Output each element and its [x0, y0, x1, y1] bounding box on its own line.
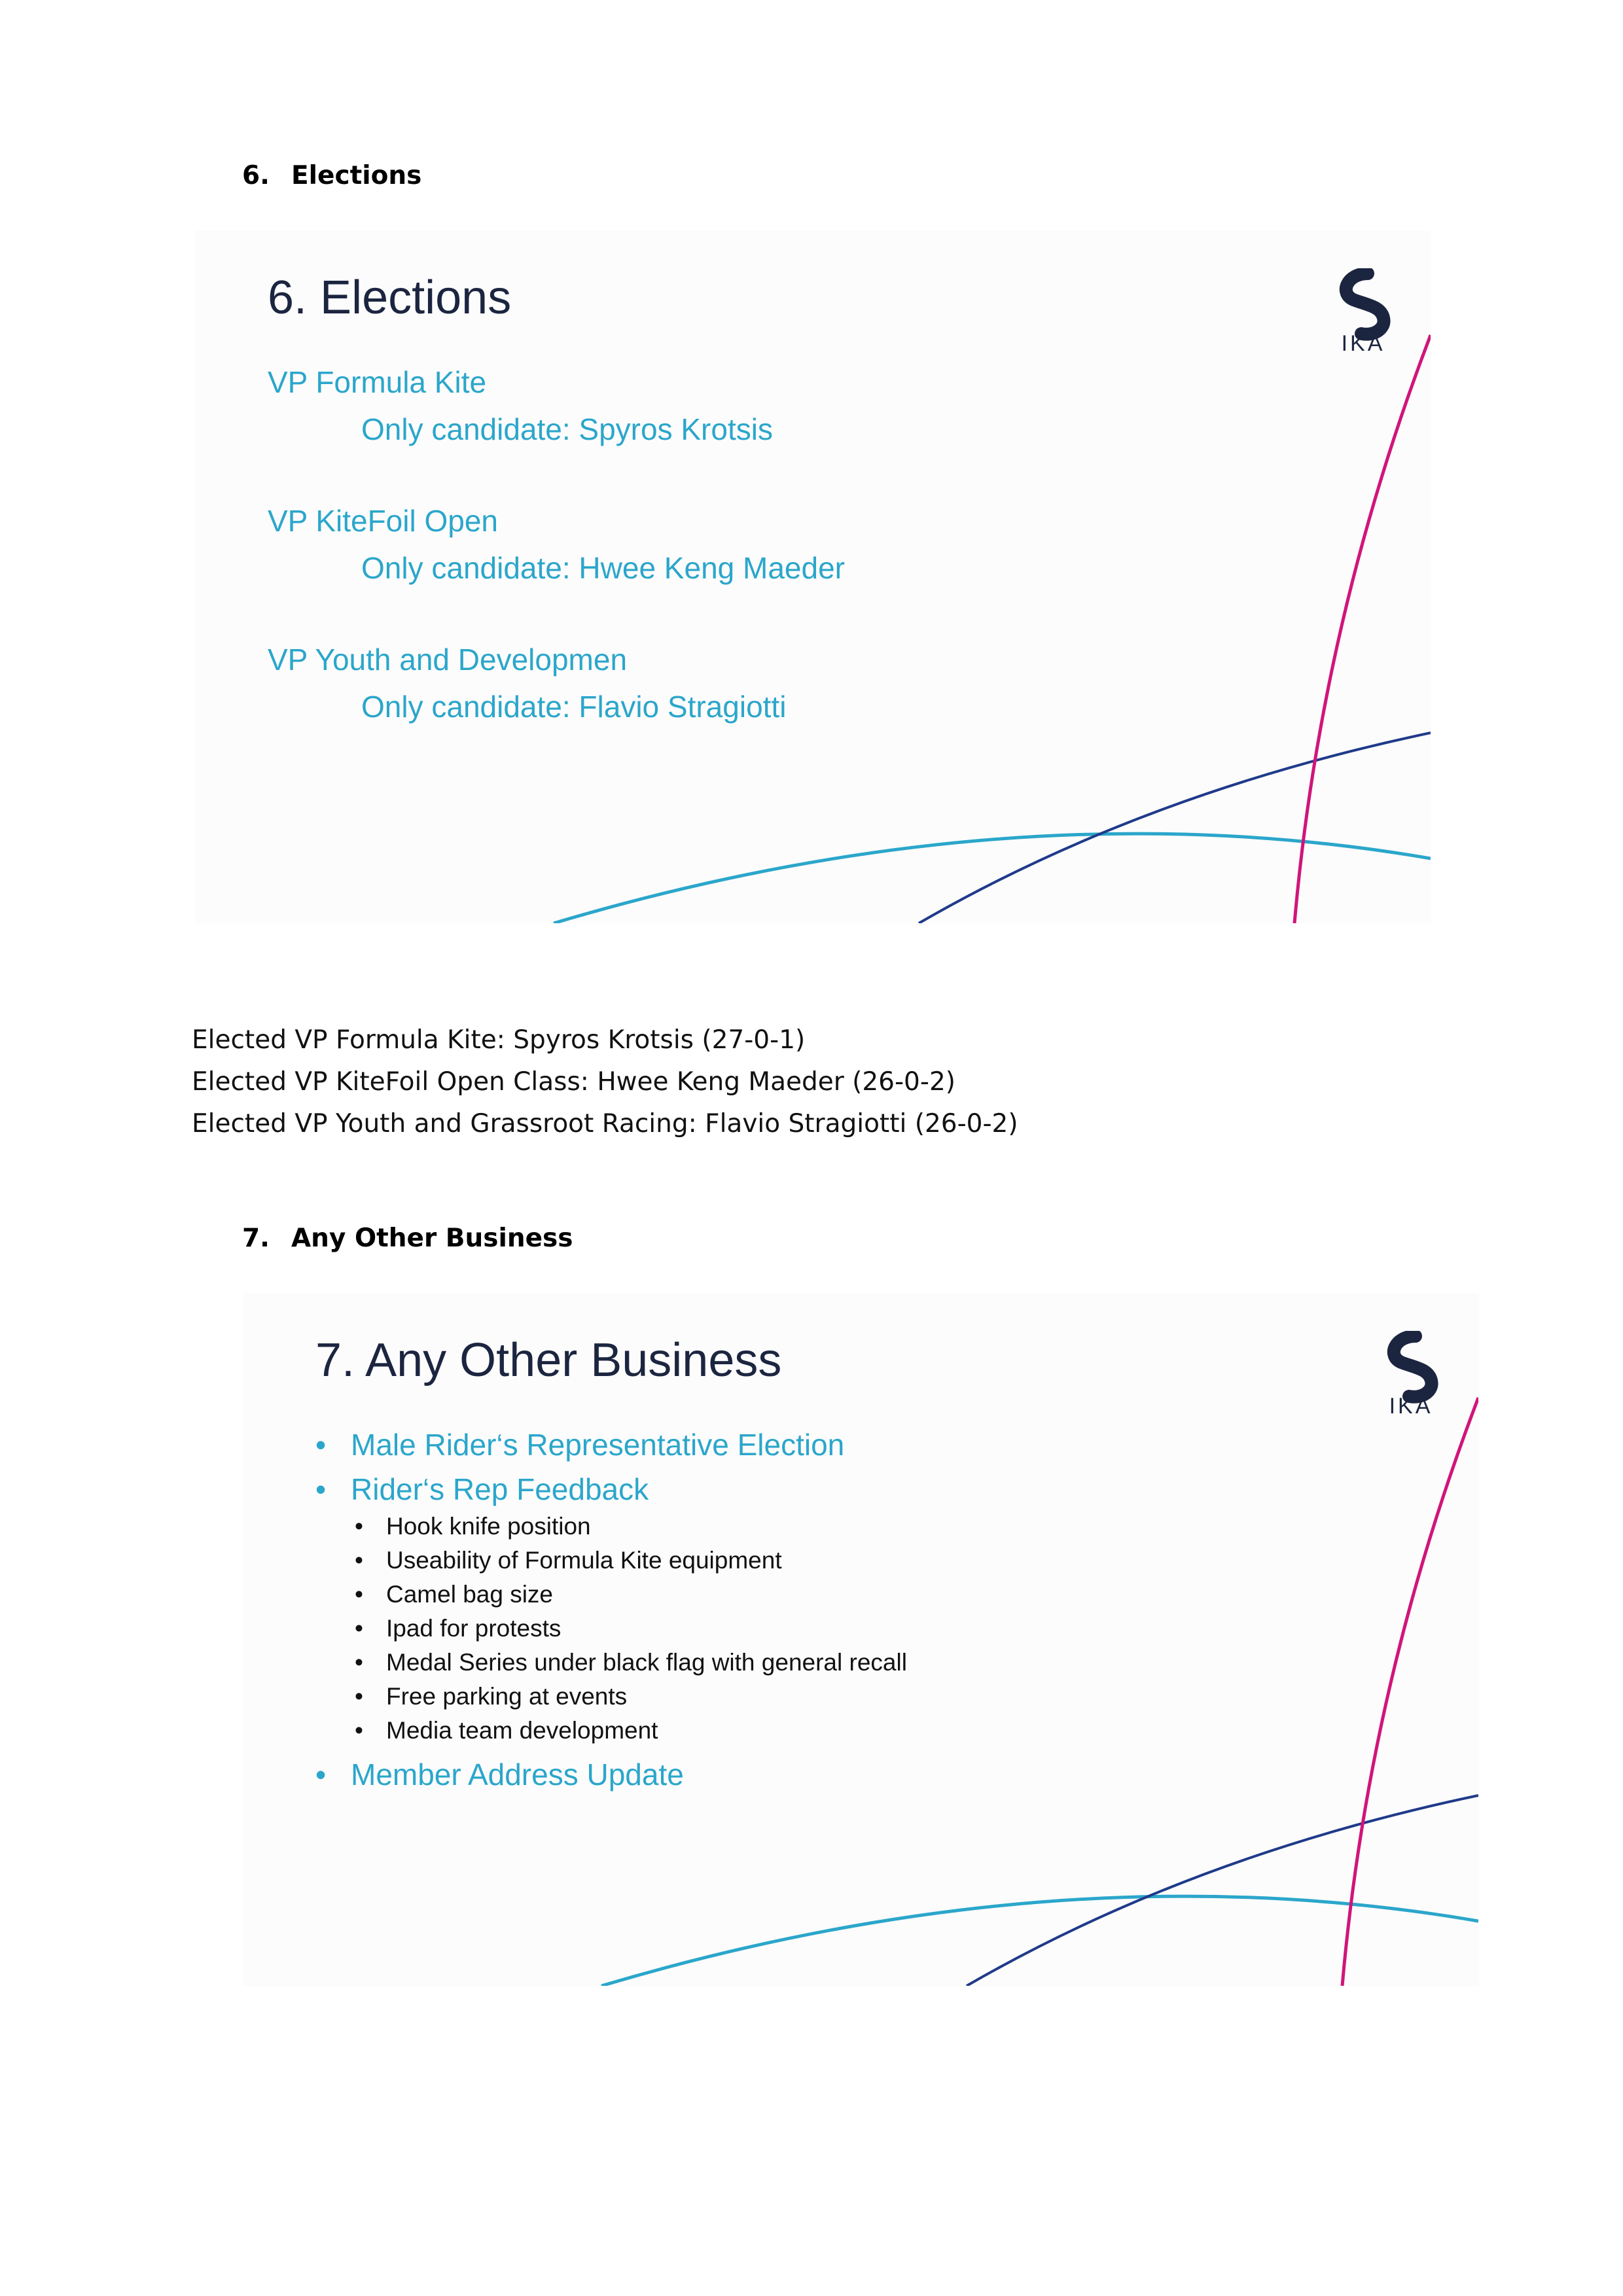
result-line: Elected VP Youth and Grassroot Racing: Flavio Stragiotti (26-0-2) [192, 1109, 1018, 1139]
section-heading-elections [242, 161, 421, 190]
section-heading-aob [242, 1224, 573, 1253]
aob-bullet [315, 1757, 907, 1792]
svg-text:IKA: IKA [1389, 1394, 1433, 1416]
election-item [268, 364, 773, 447]
election-results [192, 1019, 1018, 1145]
ika-logo-icon [1375, 1331, 1447, 1416]
position-label: VP KiteFoil Open [268, 504, 499, 538]
feedback-item: • Useability of Formula Kite equipment [351, 1544, 907, 1578]
section-number: 7. [242, 1224, 270, 1253]
aob-bullet [315, 1427, 907, 1462]
aob-bullet [315, 1472, 907, 1748]
feedback-list [351, 1510, 907, 1748]
position-label: VP Formula Kite [268, 365, 487, 399]
aob-bullet-list [315, 1427, 907, 1792]
candidate-label: Only candidate: Hwee Keng Maeder [361, 551, 845, 585]
svg-text:IKA: IKA [1341, 331, 1385, 353]
feedback-item: • Camel bag size [351, 1578, 907, 1612]
position-label: VP Youth and Developmen [268, 643, 628, 677]
slide-title: 7. Any Other Business [315, 1334, 782, 1386]
bullet-text: Rider‘s Rep Feedback [351, 1472, 649, 1506]
section-title: Elections [291, 161, 422, 190]
slide-elections [195, 230, 1431, 923]
slide-title: 6. Elections [268, 272, 512, 324]
candidate-label: Only candidate: Spyros Krotsis [361, 412, 773, 446]
bullet-text: Member Address Update [351, 1757, 684, 1792]
feedback-item: • Medal Series under black flag with general recall [351, 1646, 907, 1680]
section-title: Any Other Business [291, 1224, 573, 1253]
slide-any-other-business [243, 1293, 1478, 1986]
bullet-text: Male Rider‘s Representative Election [351, 1428, 845, 1462]
feedback-item: • Free parking at events [351, 1680, 907, 1714]
election-item [268, 503, 845, 586]
candidate-label: Only candidate: Flavio Stragiotti [361, 690, 787, 724]
ika-logo-icon [1327, 268, 1399, 353]
result-line: Elected VP KiteFoil Open Class: Hwee Keng Maeder (26-0-2) [192, 1067, 955, 1097]
election-item [268, 642, 786, 724]
section-number: 6. [242, 161, 270, 190]
feedback-item: • Ipad for protests [351, 1612, 907, 1646]
feedback-item: • Media team development [351, 1714, 907, 1748]
feedback-item: • Hook knife position [351, 1510, 907, 1544]
result-line: Elected VP Formula Kite: Spyros Krotsis (27-0-1) [192, 1025, 806, 1055]
